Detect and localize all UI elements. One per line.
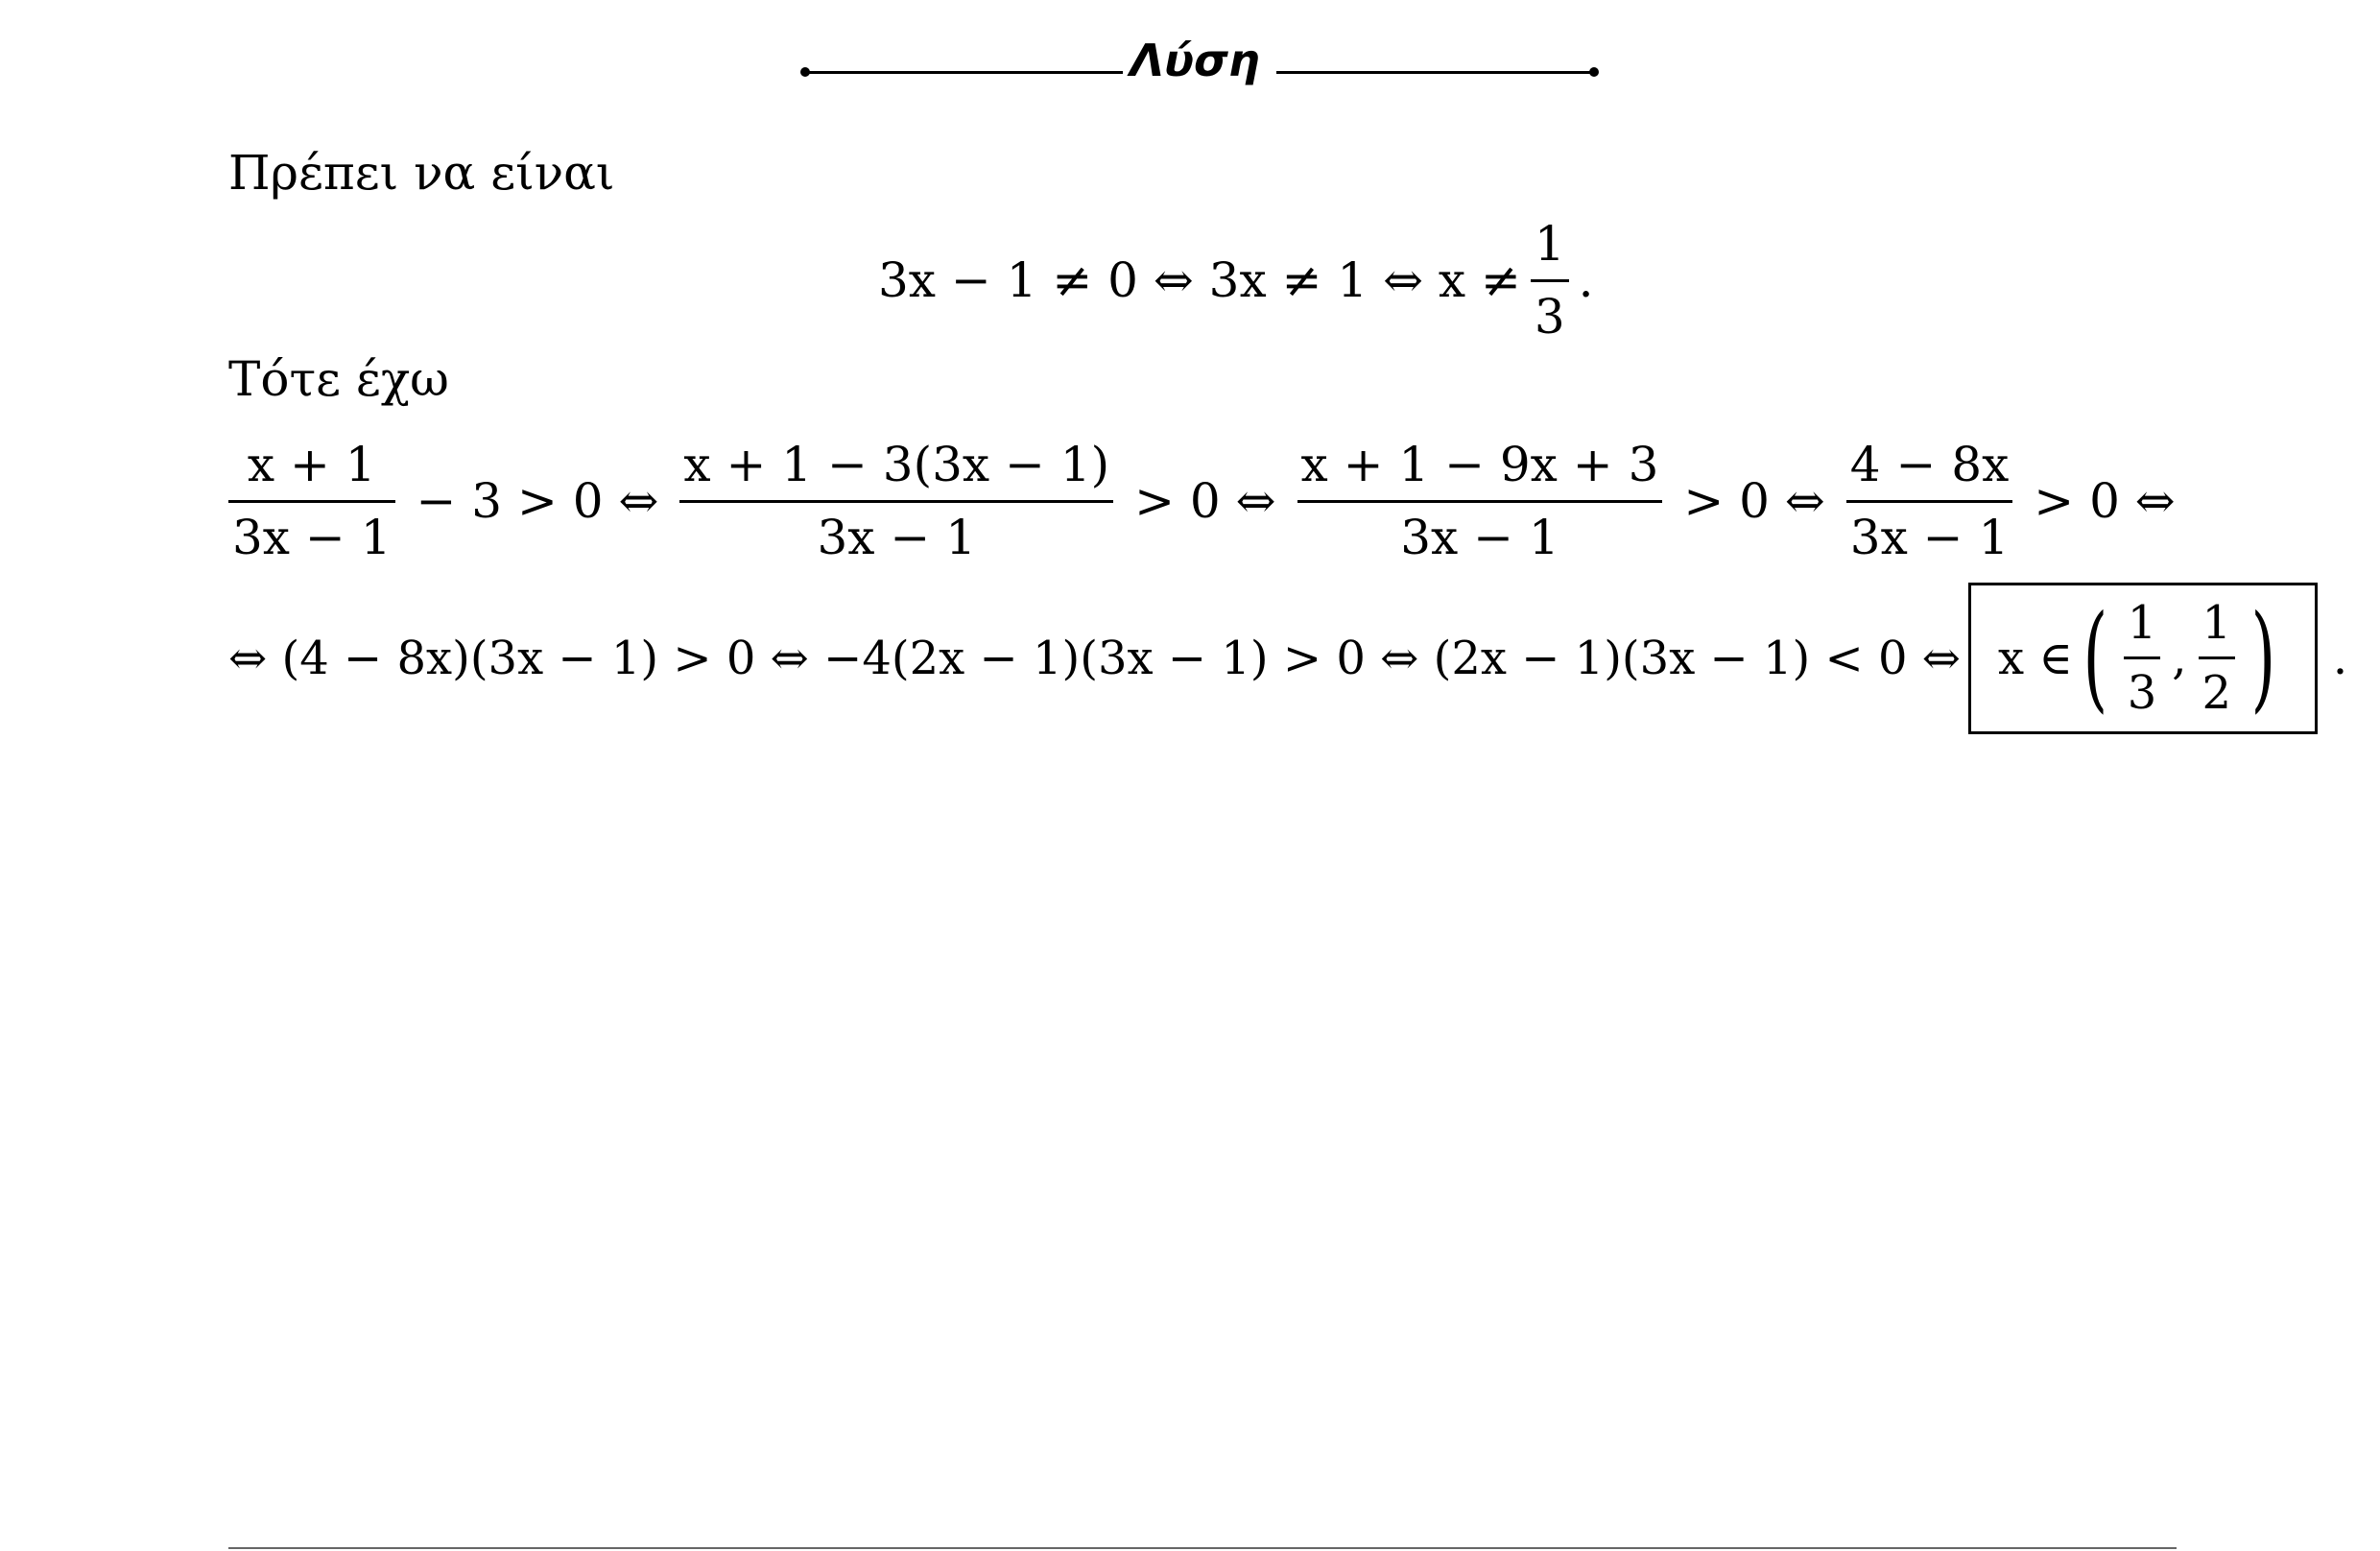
solution-line-2 bbox=[228, 583, 2347, 734]
heading-right-dot bbox=[1589, 67, 1599, 77]
operator-2: > 0 ⇔ bbox=[1134, 473, 1276, 529]
operator-3: > 0 ⇔ bbox=[1683, 473, 1825, 529]
condition-chain: 3x − 1 ≠ 0 ⇔ 3x ≠ 1 ⇔ x ≠ bbox=[878, 252, 1521, 308]
fraction-3: $\frac{x + 1 - 9x + 3}{3x - 1}$ bbox=[1297, 440, 1663, 562]
footer-rule bbox=[228, 1547, 2177, 1549]
interval-start-fraction: $\frac{1}{3}$ bbox=[2124, 599, 2161, 718]
then-text: Τότε έχω bbox=[228, 351, 449, 407]
solution-line-1 bbox=[228, 437, 2187, 565]
right-parenthesis: ) bbox=[2250, 590, 2276, 725]
operator-1: − 3 > 0 ⇔ bbox=[416, 473, 659, 529]
heading-left-rule bbox=[806, 71, 1123, 74]
interval-comma: , bbox=[2172, 631, 2187, 685]
boxed-answer bbox=[1968, 583, 2318, 734]
condition-period: . bbox=[1578, 252, 1594, 308]
interval-end-fraction: $\frac{1}{2}$ bbox=[2199, 599, 2236, 718]
fraction-4: $\frac{4 - 8x}{3x - 1}$ bbox=[1846, 440, 2013, 562]
fraction-one-third: $\frac{1}{3}$ bbox=[1531, 219, 1569, 342]
domain-condition bbox=[878, 216, 1594, 345]
left-parenthesis: ( bbox=[2082, 590, 2108, 725]
fraction-2: $\frac{x + 1 - 3(3x - 1)}{3x - 1}$ bbox=[679, 440, 1113, 562]
answer-period: . bbox=[2332, 631, 2348, 685]
operator-4: > 0 ⇔ bbox=[2034, 473, 2176, 529]
fraction-1: $\frac{x + 1}{3x - 1}$ bbox=[228, 440, 395, 562]
heading-right-rule bbox=[1276, 71, 1593, 74]
intro-text: Πρέπει να είναι bbox=[228, 145, 615, 201]
answer-prefix: x ∈ bbox=[1998, 631, 2073, 685]
inequality-chain: ⇔ (4 − 8x)(3x − 1) > 0 ⇔ −4(2x − 1)(3x − 1) > 0 ⇔ (2x − 1)(3x − 1) < 0 ⇔ bbox=[228, 631, 1962, 685]
solution-heading: Λύση bbox=[1130, 35, 1260, 86]
